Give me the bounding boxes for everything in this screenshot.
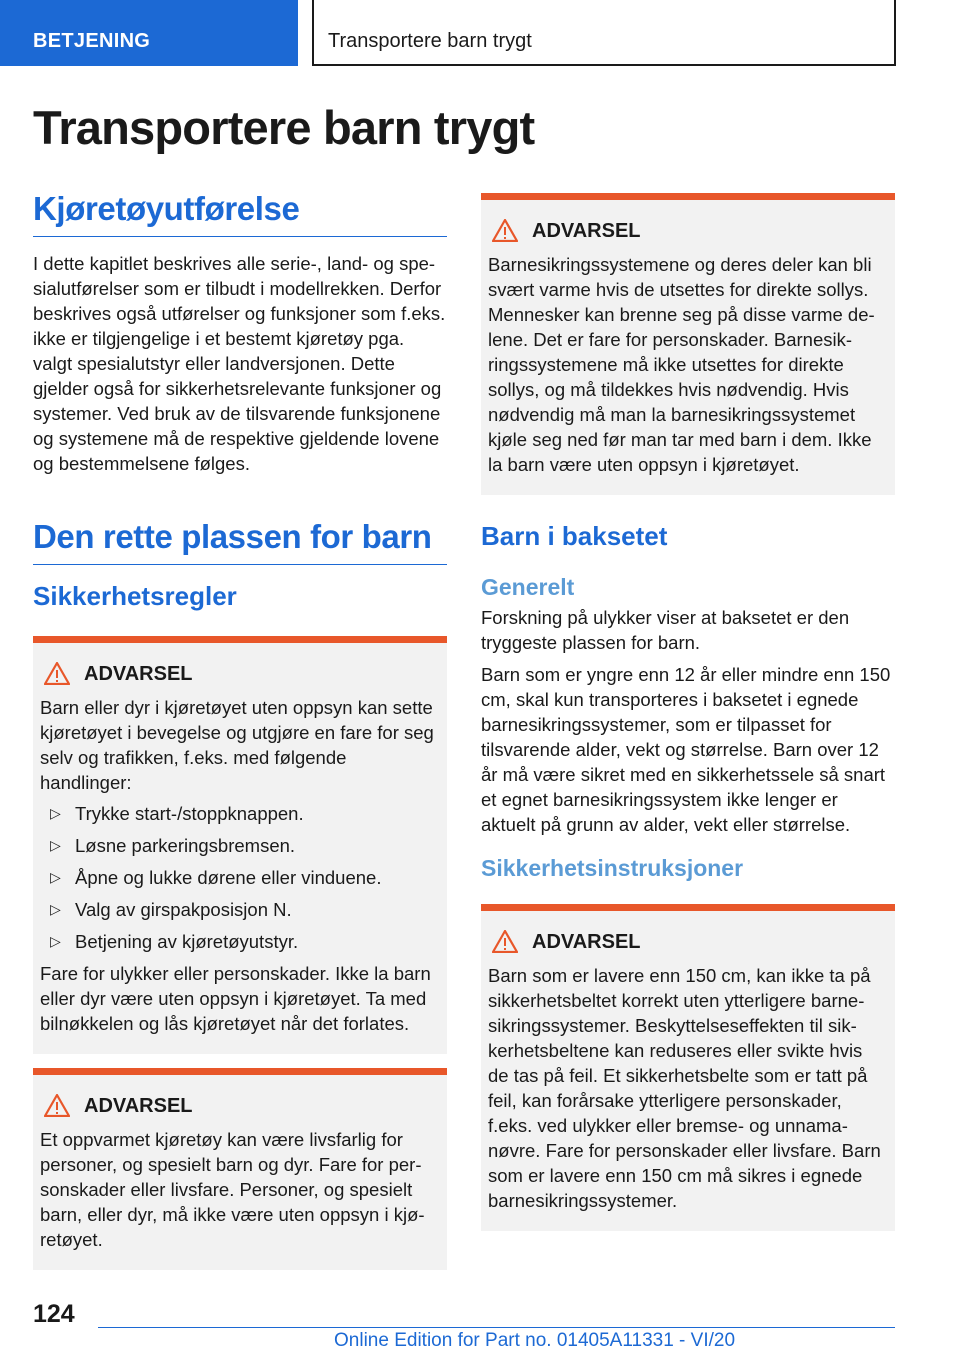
- right-column: [481, 193, 895, 1231]
- list-item: ▷ Åpne og lukke dørene eller vinduene.: [50, 867, 382, 888]
- warning-triangle-icon: [40, 662, 80, 686]
- bullet-triangle-icon: ▷: [50, 805, 61, 821]
- heading-children-rear-seat: Barn i baksetet: [481, 521, 668, 551]
- warning-label: ADVARSEL: [532, 219, 641, 242]
- warning-header: [40, 661, 440, 687]
- left-column: [33, 190, 447, 1270]
- warning-outro-text: Fare for ulykker eller personskader. Ikke la barn eller dyr være uten oppsyn i kjøretøyet. Ta med bilnøkkelen og lås kjøretøyet når det forlates.: [40, 963, 431, 1034]
- warning-box-seatbelt: [481, 904, 895, 1231]
- header-chapter-title: Transportere barn trygt: [312, 0, 896, 66]
- warning-box-unattended: [33, 636, 447, 1054]
- list-item: ▷ Løsne parkeringsbremsen.: [50, 835, 296, 856]
- warning-box-hot-seats: [481, 193, 895, 495]
- warning-header: [40, 1093, 440, 1119]
- warning-header: [488, 929, 888, 955]
- list-item: ▷ Valg av girspakposisjon N.: [50, 899, 292, 920]
- footer-divider: [98, 1327, 895, 1328]
- heading-vehicle-version: Kjøretøyutførelse: [33, 190, 447, 237]
- general-text-1: Forskning på ulykker viser at baksetet er den tryggeste plassen for barn.: [481, 607, 850, 653]
- warning-text: Barn som er lavere enn 150 cm, kan ikke ta på sikkerhetsbeltet korrekt uten ytterligere barnesikringssystemer. Beskyttelseseffekten til sikkerhetsbeltene kan reduseres eller svikte hvis de tas på feil. Et sikkerhetsbelte som er tatt på feil, kan forårsake ytterligere personskader, f.eks. ved ulykker eller bremse- og unnamanøvre. Fare for personskader eller livsfare. Barn som er lavere enn 150 cm må sikres i egnede barnesikringssystemer.: [488, 965, 881, 1211]
- bullet-triangle-icon: ▷: [50, 869, 61, 885]
- bullet-triangle-icon: ▷: [50, 901, 61, 917]
- bullet-triangle-icon: ▷: [50, 933, 61, 949]
- bullet-triangle-icon: ▷: [50, 837, 61, 853]
- vehicle-version-text: I dette kapitlet beskrives alle serie-, land- og spesialutførelser som er tilbudt i modellrekken. Derfor beskrives også utførelser og funksjoner som f.eks. ikke er tilgjengelige i et bestemt kjøretøy pga. valgt spesialutstyr eller landversjonen. Dette gjelder også for sikkerhetsrelevante funksjoner og systemer. Ved bruk av de tilsvarende funksjonene og systemene må de respektive gjeldende lovene og bestemmelsene følges.: [33, 253, 446, 474]
- warning-box-heated-vehicle: [33, 1068, 447, 1270]
- header-section-label: BETJENING: [0, 0, 298, 66]
- page-title: Transportere barn trygt: [33, 101, 535, 154]
- warning-label: ADVARSEL: [84, 662, 193, 685]
- general-text-2: Barn som er yngre enn 12 år eller mindre enn 150 cm, skal kun transporteres i baksetet i egnede barnesikringssystemer, som er tilpasset for tilsvarende alder, vekt og størrelse. Barn over 12 år må være sikret med en sikkerhetssele så snart et egnet barnesikringssystem ikke lenger er aktuelt på grunn av alder, vekt eller størrelse.: [481, 664, 891, 835]
- heading-general: Generelt: [481, 574, 575, 600]
- heading-safety-rules: Sikkerhetsregler: [33, 581, 237, 611]
- warning-label: ADVARSEL: [84, 1094, 193, 1117]
- warning-text: Et oppvarmet kjøretøy kan være livsfarlig for personer, og spesielt barn og dyr. Fare for personskader eller livsfare. Personer, og spesielt barn, eller dyr, må ikke være uten oppsyn i kjøretøyet.: [40, 1129, 425, 1250]
- heading-safety-instructions: Sikkerhetsinstruksjoner: [481, 855, 744, 881]
- page-header: [0, 0, 960, 66]
- warning-action-list: [40, 801, 440, 954]
- warning-text: Barnesikringssystemene og deres deler kan bli svært varme hvis de utsettes for direkte sollys. Mennesker kan brenne seg på disse varme delene. Det er fare for personskader. Barnesikringssystemene må ikke utsettes for direkte sollys, og må tildekkes hvis nødvendig. Hvis nødvendig må man la barnesikringssystemet kjøle seg ned før man tar med barn i dem. Ikke la barn være uten oppsyn i kjøretøyet.: [488, 254, 875, 475]
- warning-triangle-icon: [488, 930, 528, 954]
- warning-triangle-icon: [488, 219, 528, 243]
- warning-header: [488, 218, 888, 244]
- warning-triangle-icon: [40, 1094, 80, 1118]
- heading-right-place-for-children: Den rette plassen for barn: [33, 518, 447, 565]
- list-item: ▷ Trykke start-/stoppknappen.: [50, 803, 304, 824]
- footer-edition-text: Online Edition for Part no. 01405A11331 - VI/20: [334, 1330, 736, 1351]
- warning-label: ADVARSEL: [532, 930, 641, 953]
- list-item: ▷ Betjening av kjøretøyutstyr.: [50, 931, 299, 952]
- page-number: 124: [33, 1300, 75, 1328]
- warning-intro-text: Barn eller dyr i kjøretøyet uten oppsyn kan sette kjøretøyet i bevegelse og utgjøre en fare for seg selv og trafikken, f.eks. med følgende handlinger:: [40, 697, 434, 793]
